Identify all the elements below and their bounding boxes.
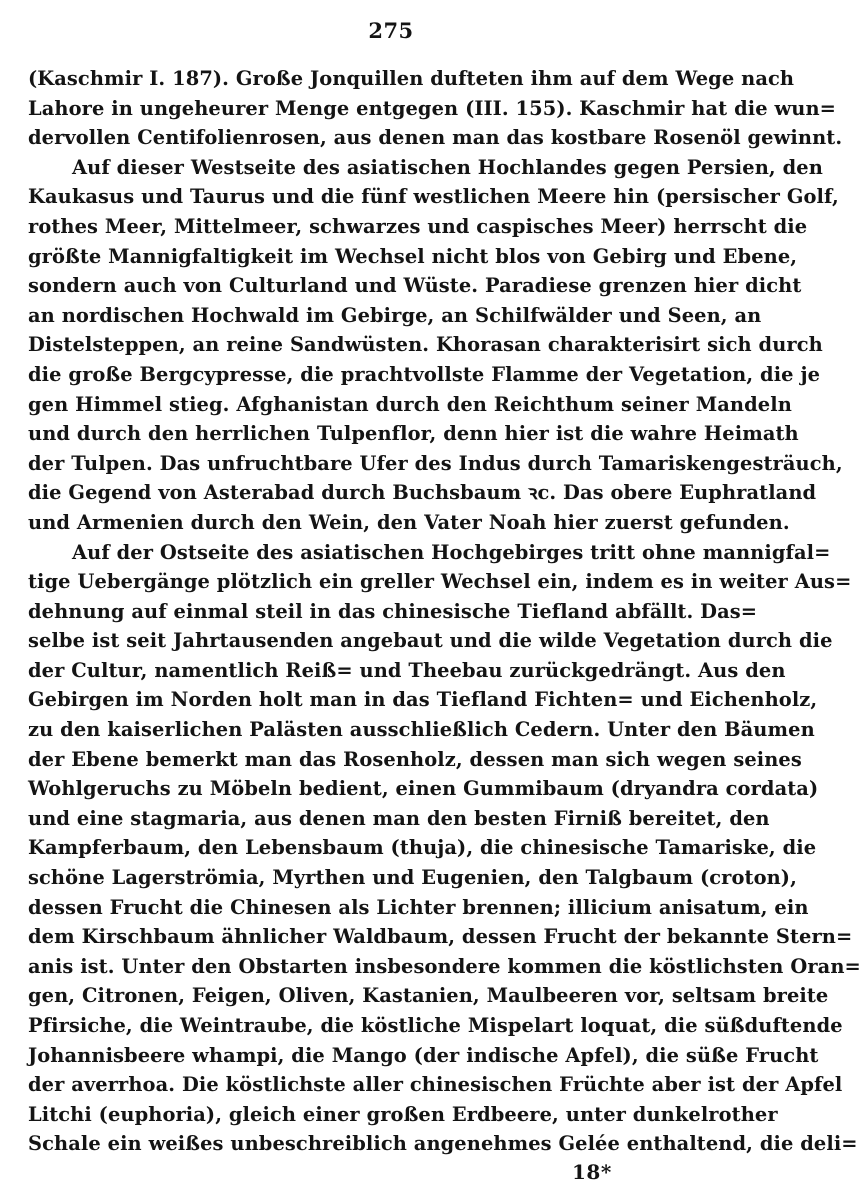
- text-line: der Cultur, namentlich Reiß= und Theebau zurückgedrängt. Aus den: [28, 658, 786, 682]
- text-line: und eine stagmaria, aus denen man den besten Firniß bereitet, den: [28, 806, 770, 830]
- text-line: Gebirgen im Norden holt man in das Tiefland Fichten= und Eichenholz,: [28, 688, 818, 712]
- text-line: Auf dieser Westseite des asiatischen Hochlandes gegen Persien, den: [72, 155, 823, 179]
- text-line: Distelsteppen, an reine Sandwüsten. Khorasan charakterisirt sich durch: [28, 333, 823, 357]
- text-line: sondern auch von Culturland und Wüste. Paradiese grenzen hier dicht: [28, 274, 802, 298]
- text-line: Auf der Ostseite des asiatischen Hochgebirges tritt ohne mannigfal=: [72, 540, 831, 564]
- text-line: Litchi (euphoria), gleich einer großen Erdbeere, unter dunkelrother: [28, 1102, 778, 1126]
- text-line: Kampferbaum, den Lebensbaum (thuja), die chinesische Tamariske, die: [28, 836, 817, 860]
- text-line: die Gegend von Asterabad durch Buchsbaum ꝛc. Das obere Euphratland: [28, 481, 817, 505]
- text-line: und durch den herrlichen Tulpenflor, denn hier ist die wahre Heimath: [28, 422, 799, 446]
- text-line: tige Uebergänge plötzlich ein greller Wechsel ein, indem es in weiter Aus=: [28, 570, 852, 594]
- text-line: Wohlgeruchs zu Möbeln bedient, einen Gummibaum (dryandra cordata): [28, 777, 819, 801]
- text-line: Pfirsiche, die Weintraube, die köstliche Mispelart loquat, die süßduftende: [28, 1014, 843, 1037]
- body-text: [28, 64, 861, 1159]
- text-line: zu den kaiserlichen Palästen ausschließlich Cedern. Unter den Bäumen: [28, 718, 815, 742]
- text-line: gen Himmel stieg. Afghanistan durch den Reichthum seiner Mandeln: [28, 392, 792, 416]
- text-line: anis ist. Unter den Obstarten insbesondere kommen die köstlichsten Oran=: [28, 954, 861, 978]
- page-number: 275: [368, 18, 414, 43]
- text-line: dessen Frucht die Chinesen als Lichter brennen; illicium anisatum, ein: [28, 895, 809, 919]
- text-line: rothes Meer, Mittelmeer, schwarzes und caspisches Meer) herrscht die: [28, 214, 808, 238]
- text-line: gen, Citronen, Feigen, Oliven, Kastanien, Maulbeeren vor, seltsam breite: [28, 984, 829, 1008]
- text-line: der averrhoa. Die köstlichste aller chinesischen Früchte aber ist der Apfel: [28, 1073, 843, 1097]
- text-line: der Ebene bemerkt man das Rosenholz, dessen man sich wegen seines: [28, 747, 802, 771]
- text-line: selbe ist seit Jahrtausenden angebaut und die wilde Vegetation durch die: [28, 629, 833, 653]
- text-line: größte Mannigfaltigkeit im Wechsel nicht blos von Gebirg und Ebene,: [28, 244, 798, 268]
- text-line: schöne Lagerströmia, Myrthen und Eugenien, den Talgbaum (croton),: [28, 866, 797, 890]
- text-line: und Armenien durch den Wein, den Vater Noah hier zuerst gefunden.: [28, 510, 790, 534]
- signature-mark: 18*: [572, 1160, 612, 1184]
- text-line: dem Kirschbaum ähnlicher Waldbaum, dessen Frucht der bekannte Stern=: [28, 925, 853, 949]
- text-line: dervollen Centifolienrosen, aus denen man das kostbare Rosenöl gewinnt.: [28, 126, 843, 150]
- text-line: Johannisbeere whampi, die Mango (der indische Apfel), die süße Frucht: [28, 1043, 819, 1067]
- text-line: Schale ein weißes unbeschreiblich angenehmes Gelée enthaltend, die deli=: [28, 1132, 858, 1156]
- text-line: der Tulpen. Das unfruchtbare Ufer des Indus durch Tamariskengesträuch,: [28, 451, 843, 475]
- text-line: an nordischen Hochwald im Gebirge, an Schilfwälder und Seen, an: [28, 303, 762, 327]
- text-line: (Kaschmir I. 187). Große Jonquillen dufteten ihm auf dem Wege nach: [28, 67, 795, 90]
- text-line: Kaukasus und Taurus und die fünf westlichen Meere hin (persischer Golf,: [28, 185, 839, 209]
- text-line: Lahore in ungeheurer Menge entgegen (III. 155). Kaschmir hat die wun=: [28, 96, 837, 120]
- text-line: dehnung auf einmal steil in das chinesische Tiefland abfällt. Das=: [28, 599, 758, 623]
- text-line: die große Bergcypresse, die prachtvollste Flamme der Vegetation, die je: [28, 362, 821, 386]
